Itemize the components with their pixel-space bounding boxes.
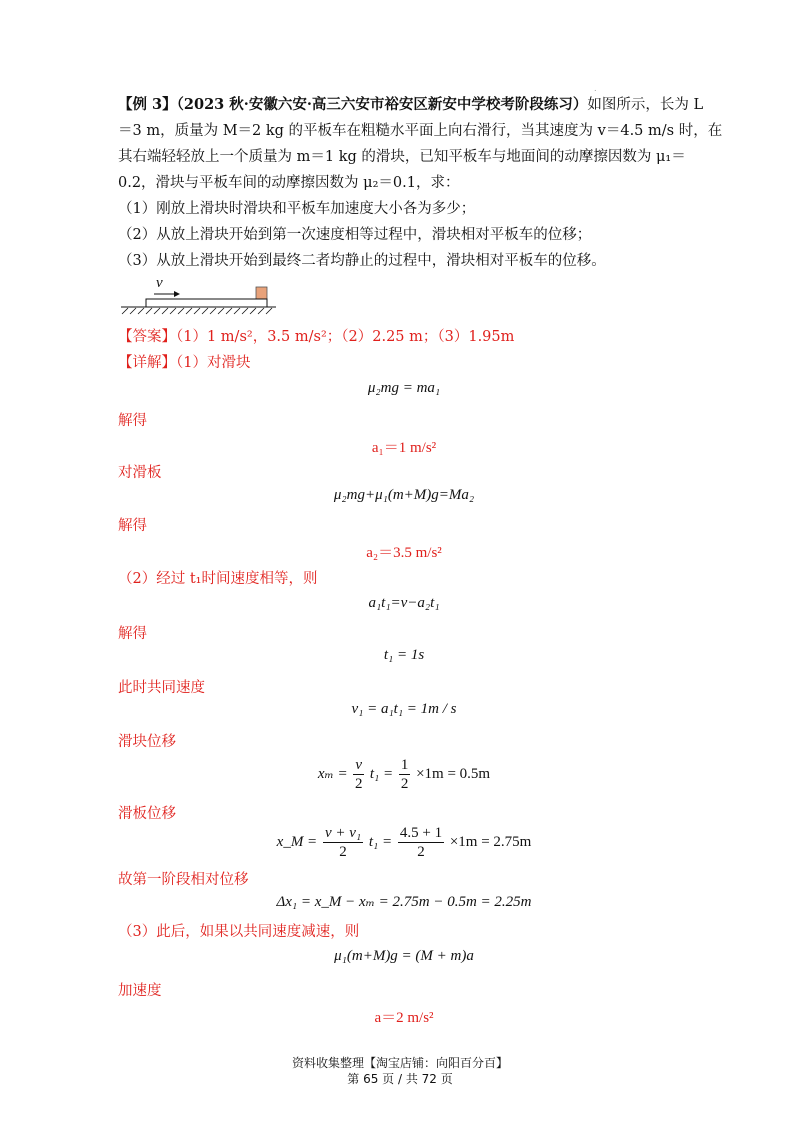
plank — [146, 299, 267, 307]
result-2: a₂＝3.5 m/s² — [366, 545, 442, 561]
board-displacement-heading: 滑板位移 — [118, 806, 176, 822]
eq5-mid: t₁ = — [369, 765, 394, 782]
problem-line1-tail: 如图所示，长为 L — [587, 97, 704, 113]
problem-line-2: ＝3 m，质量为 M＝2 kg 的平板车在粗糙水平面上向右滑行，当其速度为 v＝4.5 m/s 时，在 — [118, 123, 723, 139]
part-2-heading: （2）经过 t₁时间速度相等，则 — [118, 571, 318, 587]
board-heading: 对滑板 — [118, 465, 162, 481]
question-1: （1）刚放上滑块时滑块和平板车加速度大小各为多少； — [118, 201, 476, 217]
answer-label: 【答案】 — [118, 329, 176, 345]
eq6-lhs: x_M = — [276, 833, 318, 850]
slider-displacement-heading: 滑块位移 — [118, 734, 176, 750]
equation-8: μ₁(m+M)g = (M + m)a — [334, 948, 474, 964]
problem-line-4: 0.2，滑块与平板车间的动摩擦因数为 μ₂＝0.1，求： — [118, 175, 460, 191]
problem-source: （2023 秋·安徽六安·高三六安市裕安区新安中学校考阶段练习） — [176, 96, 588, 113]
solve-label-1: 解得 — [118, 413, 147, 429]
solve-label-2: 解得 — [118, 518, 147, 534]
common-velocity-heading: 此时共同速度 — [118, 680, 205, 696]
stray-dot: . — [594, 84, 597, 93]
equation-4: v₁ = a₁t₁ = 1m / s — [351, 701, 457, 717]
equation-5 — [118, 756, 690, 793]
problem-line-3: 其右端轻轻放上一个质量为 m＝1 kg 的滑块，已知平板车与地面间的动摩擦因数为 μ₁＝ — [118, 149, 686, 165]
eq5-fraction-2: $\frac{1}{2}$ — [400, 757, 409, 792]
relative-displacement-heading: 故第一阶段相对位移 — [118, 872, 249, 888]
eq6-tail: ×1m = 2.75m — [449, 833, 532, 850]
ground-hatching — [122, 308, 272, 314]
problem-tag: 【例 3】 — [118, 96, 177, 113]
equation-1: μ₂mg = ma₁ — [367, 380, 441, 396]
detail-intro: （1）对滑块 — [176, 355, 251, 371]
eq6-mid: t₁ = — [368, 833, 393, 850]
answer-text: （1）1 m/s²，3.5 m/s²；（2）2.25 m；（3）1.95m — [176, 329, 515, 345]
eq6-fraction-1: $\frac{\text{v + v₁}}{2}$ — [324, 825, 362, 860]
question-2: （2）从放上滑块开始到第一次速度相等过程中，滑块相对平板车的位移； — [118, 227, 592, 243]
eq5-fraction-1: $\frac{v}{2}$ — [354, 757, 363, 792]
slider-block — [256, 287, 267, 299]
equation-3: a₁t₁=v−a₂t₁ — [368, 595, 440, 611]
equation-2: μ₂mg+μ₁(m+M)g=Ma₂ — [333, 487, 475, 503]
acceleration-heading: 加速度 — [118, 983, 162, 999]
answer-line — [118, 324, 690, 350]
equation-7: Δx₁ = x_M − xₘ = 2.75m − 0.5m = 2.25m — [276, 894, 532, 910]
detail-line — [118, 350, 690, 376]
result-3: t₁ = 1s — [383, 647, 425, 663]
equation-6 — [118, 824, 690, 861]
cart-figure — [118, 274, 278, 320]
velocity-arrowhead — [174, 291, 180, 297]
problem-line-1 — [118, 92, 704, 118]
footer-source: 资料收集整理【淘宝店铺：向阳百分百】 — [291, 1056, 508, 1070]
eq5-tail: ×1m = 0.5m — [416, 765, 491, 782]
question-3: （3）从放上滑块开始到最终二者均静止的过程中，滑块相对平板车的位移。 — [118, 253, 606, 269]
eq6-fraction-2: $\frac{4.5 + 1}{2}$ — [399, 825, 443, 860]
result-1: a₁＝1 m/s² — [371, 440, 437, 456]
velocity-label: v — [156, 275, 163, 291]
eq5-lhs: xₘ = — [317, 765, 348, 782]
solve-label-3: 解得 — [118, 626, 147, 642]
result-4: a＝2 m/s² — [374, 1010, 434, 1026]
footer-page-number: 第 65 页 / 共 72 页 — [347, 1072, 453, 1086]
part-3-heading: （3）此后，如果以共同速度减速，则 — [118, 924, 360, 940]
detail-label: 【详解】 — [118, 355, 176, 371]
